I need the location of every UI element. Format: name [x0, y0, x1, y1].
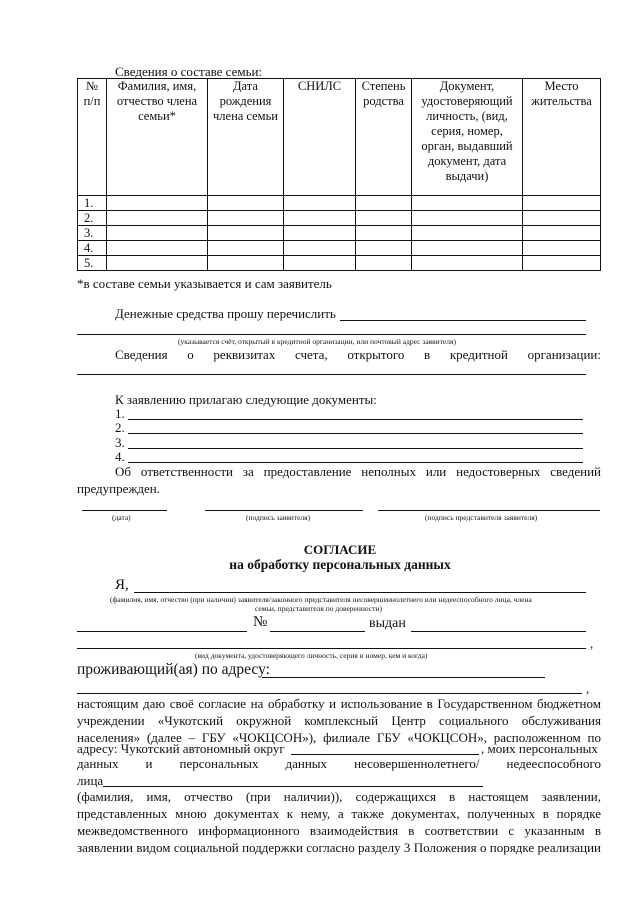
cell-input[interactable] [208, 211, 284, 226]
applicant-signature-hint: (подпись заявителя) [246, 513, 311, 522]
branch-address-line[interactable] [291, 754, 479, 755]
attachment-line[interactable] [128, 419, 583, 420]
account-line[interactable] [77, 374, 586, 375]
attachment-number: 4. [115, 449, 125, 464]
attachment-line[interactable] [128, 462, 583, 463]
row-number: 5. [78, 256, 107, 271]
cell-input[interactable] [107, 211, 208, 226]
document-hint: (вид документа, удостоверяющего личность, серия и номер, кем и когда) [195, 651, 428, 660]
family-table [77, 78, 601, 271]
money-label: Денежные средства прошу перечислить [115, 306, 336, 321]
responsibility-line2: предупрежден. [77, 481, 160, 496]
consent-body-7: (фамилия, имя, отчество (при наличии)), содержащихся в настоящем заявлении, [77, 789, 601, 804]
address-line[interactable] [262, 677, 545, 678]
account-label: Сведения о реквизитах счета, открытого в кредитной организации: [115, 347, 601, 362]
attachments-label: К заявлению прилагаю следующие документы: [115, 392, 377, 407]
cell-input[interactable] [284, 211, 356, 226]
header-relation: Степень родства [356, 79, 412, 196]
minor-name-line[interactable] [103, 786, 483, 787]
comma: , [590, 636, 594, 651]
i-label: Я, [115, 577, 129, 593]
consent-body-10: заявлении видом социальной поддержки согласно разделу 3 Положения о порядке реализации [77, 840, 601, 855]
row-number: 4. [78, 241, 107, 256]
address-line-2[interactable] [77, 693, 582, 694]
cell-input[interactable] [107, 256, 208, 271]
family-title: Сведения о составе семьи: [115, 64, 263, 79]
cell-input[interactable] [107, 226, 208, 241]
number-label: № [253, 614, 268, 630]
cell-input[interactable] [208, 256, 284, 271]
consent-body-8: представленных мною документах к нему, а также документах, полученных в порядке [77, 806, 601, 821]
consent-body-9: межведомственного информационного взаимодействия в соответствии с указанным в [77, 823, 601, 838]
name-hint-2: семьи, представителя по доверенности) [255, 604, 382, 613]
cell-input[interactable] [284, 196, 356, 211]
attachment-number: 3. [115, 435, 125, 450]
family-table-header [78, 79, 601, 196]
cell-input[interactable] [356, 211, 412, 226]
money-hint: (указывается счёт, открытый в кредитной организации, или почтовый адрес заявителя) [178, 337, 456, 346]
representative-signature-line[interactable] [378, 510, 600, 511]
cell-input[interactable] [356, 256, 412, 271]
attachment-line[interactable] [128, 448, 583, 449]
cell-input[interactable] [208, 196, 284, 211]
cell-input[interactable] [412, 196, 523, 211]
attachment-number: 2. [115, 420, 125, 435]
header-number: № п/п [78, 79, 107, 196]
consent-body-5: данных и персональных данных несовершеннолетнего/ недееспособного [77, 756, 601, 771]
cell-input[interactable] [208, 226, 284, 241]
consent-title: СОГЛАСИЕ [303, 542, 377, 557]
consent-body-1: настоящим даю своё согласие на обработку и использование в Государственном бюджетном [77, 696, 601, 711]
date-line[interactable] [82, 510, 167, 511]
cell-input[interactable] [356, 226, 412, 241]
attachment-number: 1. [115, 406, 125, 421]
consent-subtitle: на обработку персональных данных [229, 557, 451, 572]
cell-input[interactable] [523, 256, 601, 271]
date-hint: (дата) [112, 513, 131, 522]
cell-input[interactable] [523, 211, 601, 226]
table-row [78, 241, 601, 256]
header-id-document: Документ, удостоверяющий личность, (вид, серия, номер, орган, выдавший документ, дата выдачи) [412, 79, 523, 196]
header-residence: Место жительства [523, 79, 601, 196]
cell-input[interactable] [356, 241, 412, 256]
name-hint-1: (фамилия, имя, отчество (при наличии) заявителя/законного представителя несовершеннолетнего или недееспособного лица, члена [110, 595, 532, 604]
money-line-2[interactable] [77, 334, 586, 335]
consent-body-4b: , моих персональных [481, 741, 598, 756]
table-row [78, 211, 601, 226]
cell-input[interactable] [107, 196, 208, 211]
cell-input[interactable] [412, 226, 523, 241]
address-label: проживающий(ая) по адресу: [77, 661, 270, 678]
cell-input[interactable] [523, 241, 601, 256]
cell-input[interactable] [107, 241, 208, 256]
cell-input[interactable] [412, 241, 523, 256]
table-row [78, 196, 601, 211]
representative-signature-hint: (подпись представителя заявителя) [425, 513, 538, 522]
row-number: 3. [78, 226, 107, 241]
document-number-line[interactable] [270, 631, 365, 632]
cell-input[interactable] [523, 226, 601, 241]
table-row [78, 226, 601, 241]
header-birthdate: Дата рождения члена семьи [208, 79, 284, 196]
cell-input[interactable] [284, 241, 356, 256]
cell-input[interactable] [412, 211, 523, 226]
cell-input[interactable] [208, 241, 284, 256]
name-line[interactable] [134, 592, 586, 593]
consent-body-6: лица [77, 773, 104, 788]
row-number: 2. [78, 211, 107, 226]
issued-label: выдан [369, 616, 406, 631]
issued-by-line[interactable] [411, 631, 586, 632]
comma: , [586, 681, 590, 696]
consent-body-3: населения» (далее – ГБУ «ЧОКЦСОН»), филиале ГБУ «ЧОКЦСОН», расположенном по [77, 730, 601, 745]
table-row [78, 256, 601, 271]
cell-input[interactable] [523, 196, 601, 211]
cell-input[interactable] [412, 256, 523, 271]
header-fullname: Фамилия, имя, отчество члена семьи* [107, 79, 208, 196]
consent-body-2: учреждении «Чукотский окружной комплексный Центр социального обслуживания [77, 713, 601, 728]
applicant-signature-line[interactable] [205, 510, 363, 511]
attachment-line[interactable] [128, 433, 583, 434]
money-line[interactable] [340, 320, 586, 321]
cell-input[interactable] [284, 226, 356, 241]
document-type-line[interactable] [77, 631, 247, 632]
responsibility-line1: Об ответственности за предоставление неполных или недостоверных сведений [115, 464, 601, 479]
cell-input[interactable] [356, 196, 412, 211]
row-number: 1. [78, 196, 107, 211]
consent-body-4a: адресу: Чукотский автономный округ [77, 741, 285, 756]
header-snils: СНИЛС [284, 79, 356, 196]
document-line-2[interactable] [77, 648, 586, 649]
family-footnote: *в составе семьи указывается и сам заявитель [77, 276, 332, 291]
cell-input[interactable] [284, 256, 356, 271]
